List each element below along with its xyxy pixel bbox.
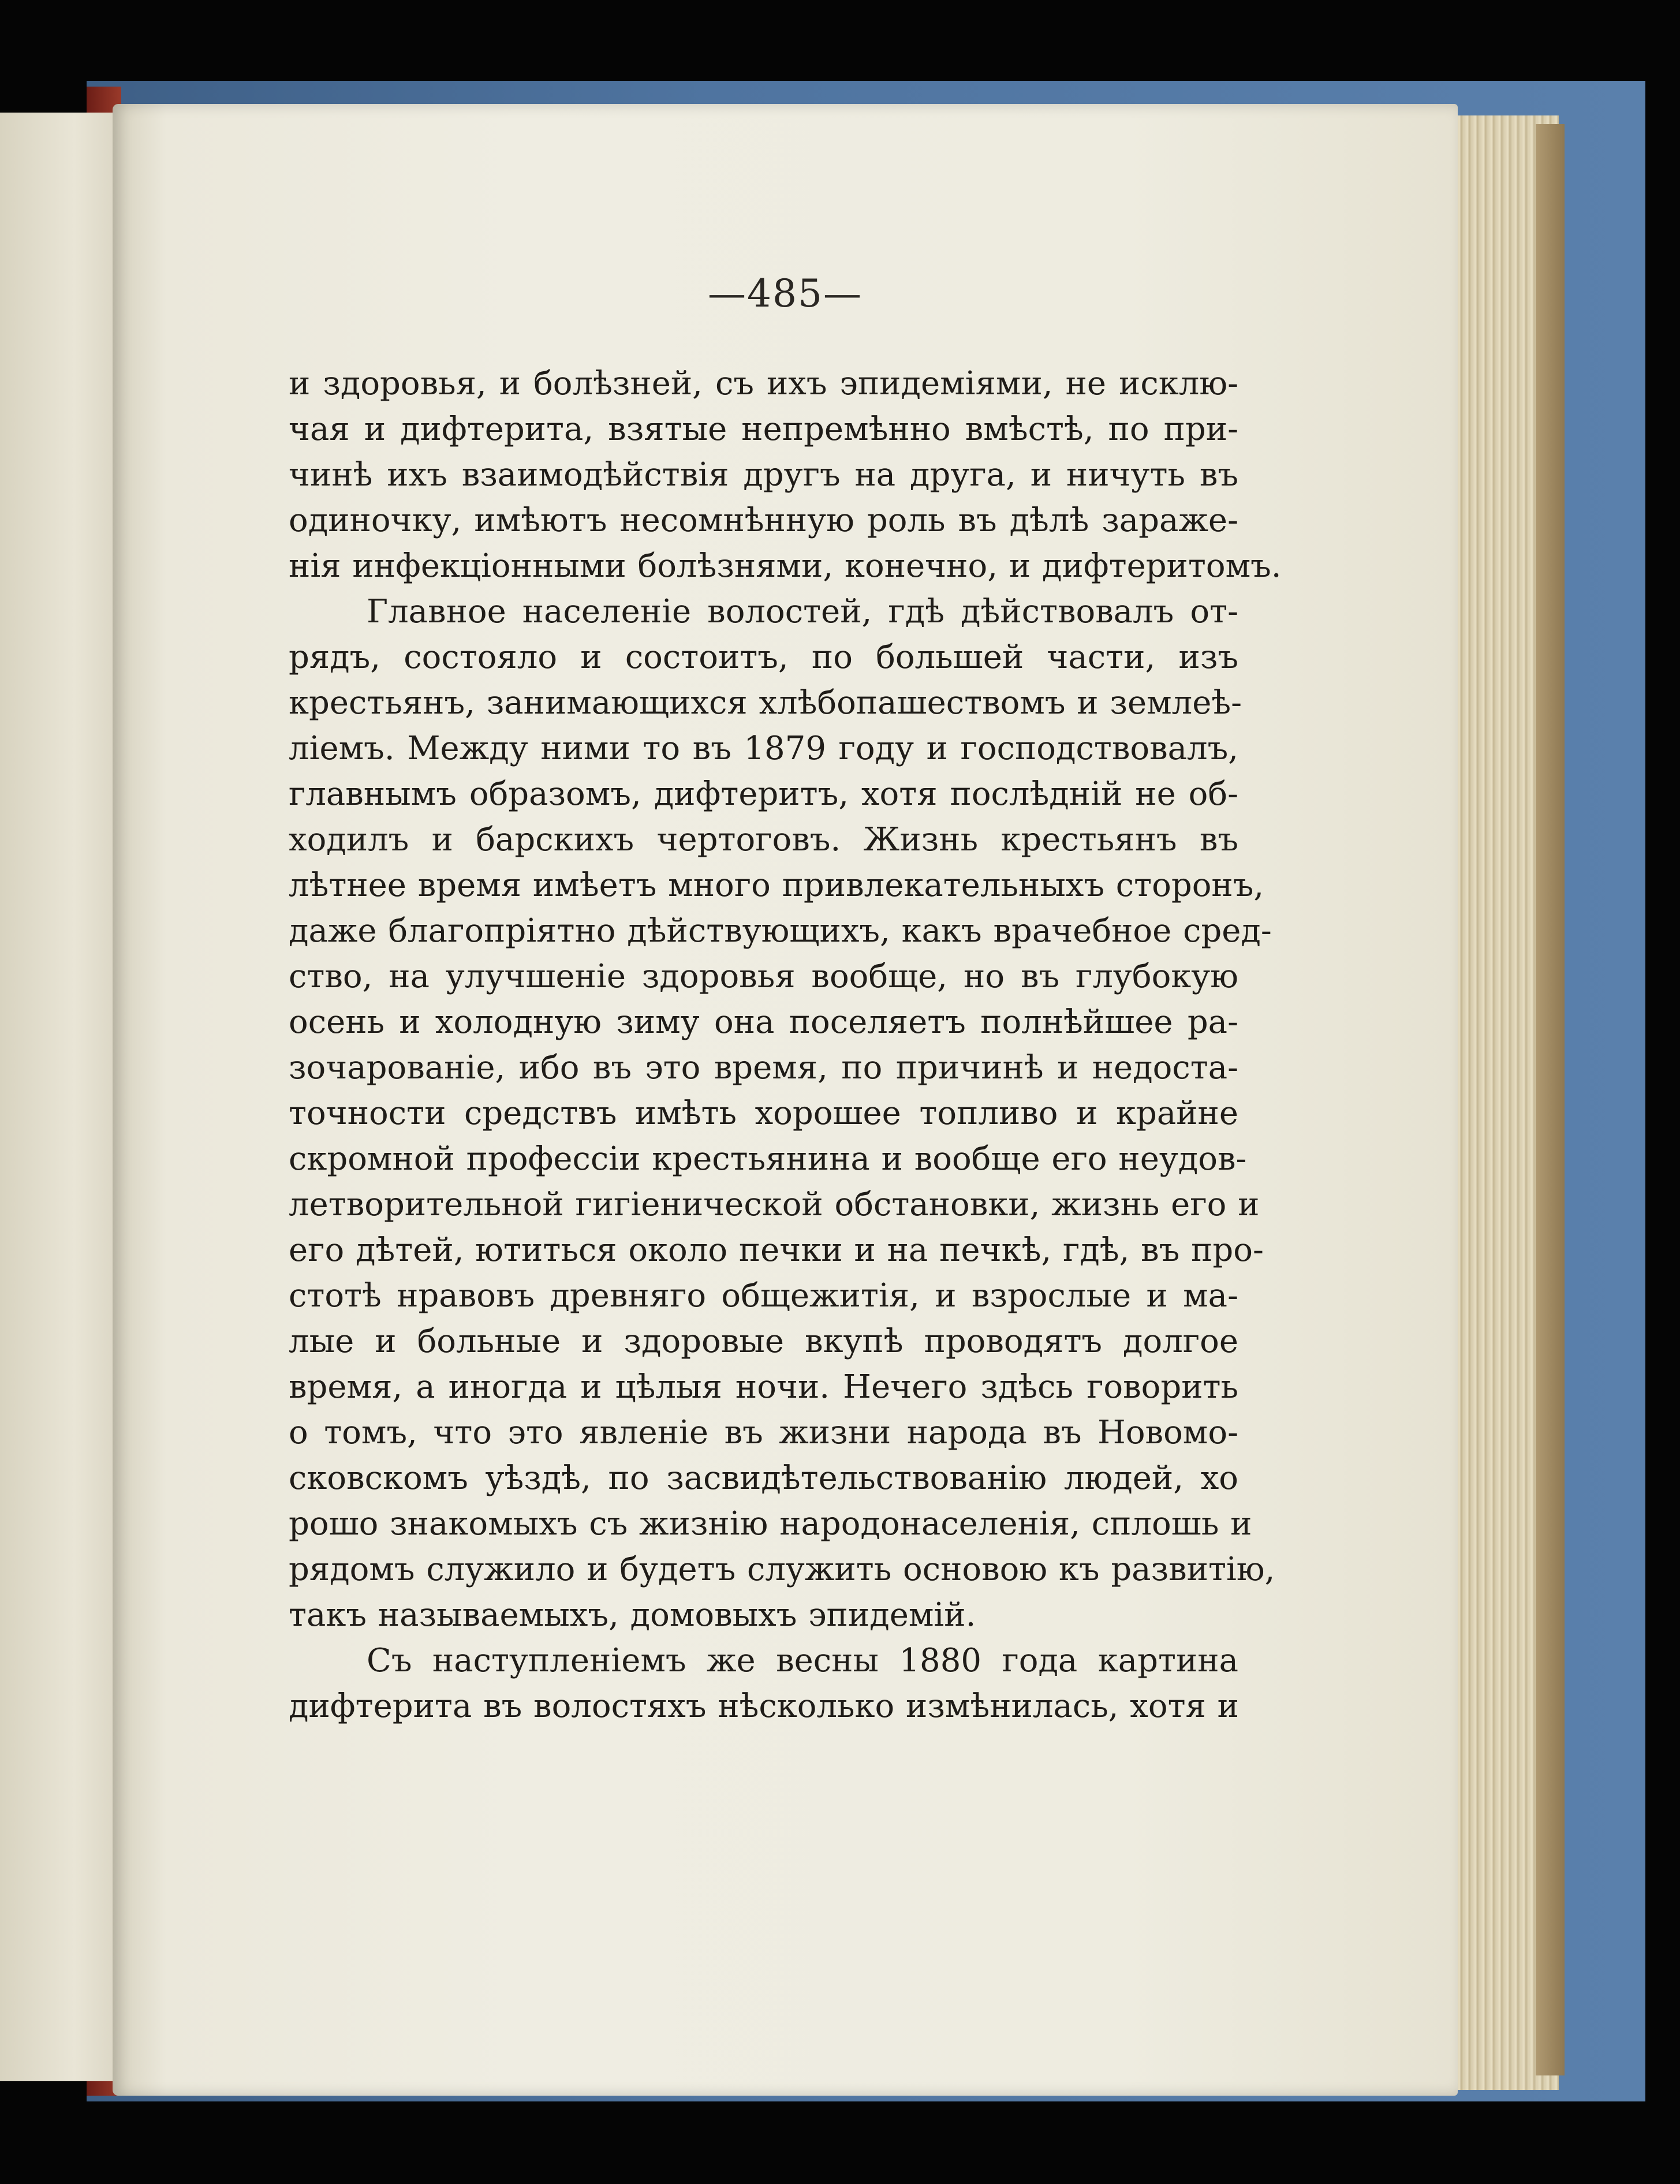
text-line: сковскомъ уѣздѣ, по засвидѣтельствованію людей, хо [289,1459,1238,1497]
text-line: стотѣ нравовъ древняго общежитія, и взрослые и ма- [289,1277,1238,1315]
text-line: рядомъ служило и будетъ служить основою къ развитію, [289,1551,1275,1588]
text-line: осень и холодную зиму она поселяетъ полнѣйшее ра- [289,1003,1238,1041]
text-line: рядъ, состояло и состоитъ, по большей части, изъ [289,639,1238,676]
text-line: лѣтнее время имѣетъ много привлекательныхъ сторонъ, [289,867,1264,904]
text-line: нія инфекціонными болѣзнями, конечно, и дифтеритомъ. [289,547,1282,585]
text-line: лые и больные и здоровые вкупѣ проводятъ долгое [289,1323,1238,1360]
text-line: рошо знакомыхъ съ жизнію народонаселенія, сплошь и [289,1505,1252,1543]
page-number: —485— [708,271,863,316]
text-line: о томъ, что это явленіе въ жизни народа въ Новомо- [289,1414,1238,1451]
text-line: чая и дифтерита, взятые непремѣнно вмѣстѣ, по при- [289,410,1238,448]
text-line: ство, на улучшеніе здоровья вообще, но въ глубокую [289,958,1238,995]
text-line: зочарованіе, ибо въ это время, по причинѣ и недоста- [289,1049,1238,1087]
text-line: летворительной гигіенической обстановки, жизнь его и [289,1186,1260,1223]
text-line: чинѣ ихъ взаимодѣйствія другъ на друга, и ничуть въ [289,456,1238,494]
text-line: ліемъ. Между ними то въ 1879 году и господствовалъ, [289,730,1238,767]
previous-page-edge [0,113,124,2081]
body-text [289,361,1282,1729]
book-page [113,104,1458,2096]
text-line: дифтерита въ волостяхъ нѣсколько измѣнилась, хотя и [289,1688,1240,1725]
text-line: время, а иногда и цѣлыя ночи. Нечего здѣсь говорить [289,1368,1238,1406]
text-line: скромной профессіи крестьянина и вообще его неудов- [289,1140,1247,1178]
text-line: крестьянъ, занимающихся хлѣбопашествомъ и землеѣ- [289,684,1242,722]
text-line: его дѣтей, ютиться около печки и на печкѣ, гдѣ, въ про- [289,1231,1264,1269]
text-line: такъ называемыхъ, домовыхъ эпидемій. [289,1596,976,1634]
page-stack-shadow [1536,124,1565,2075]
paragraph-start: Главное населеніе волостей, гдѣ дѣйствовалъ от- [367,593,1238,630]
text-line: точности средствъ имѣть хорошее топливо и крайне [289,1095,1238,1132]
text-line: одиночку, имѣютъ несомнѣнную роль въ дѣлѣ зараже- [289,502,1238,539]
text-line: даже благопріятно дѣйствующихъ, какъ врачебное сред- [289,912,1272,950]
text-line: и здоровья, и болѣзней, съ ихъ эпидеміями, не исклю- [289,365,1238,402]
text-line: главнымъ образомъ, дифтеритъ, хотя послѣдній не об- [289,775,1238,813]
paragraph-start: Съ наступленіемъ же весны 1880 года картина [367,1642,1238,1679]
text-line: ходилъ и барскихъ чертоговъ. Жизнь крестьянъ въ [289,821,1238,858]
